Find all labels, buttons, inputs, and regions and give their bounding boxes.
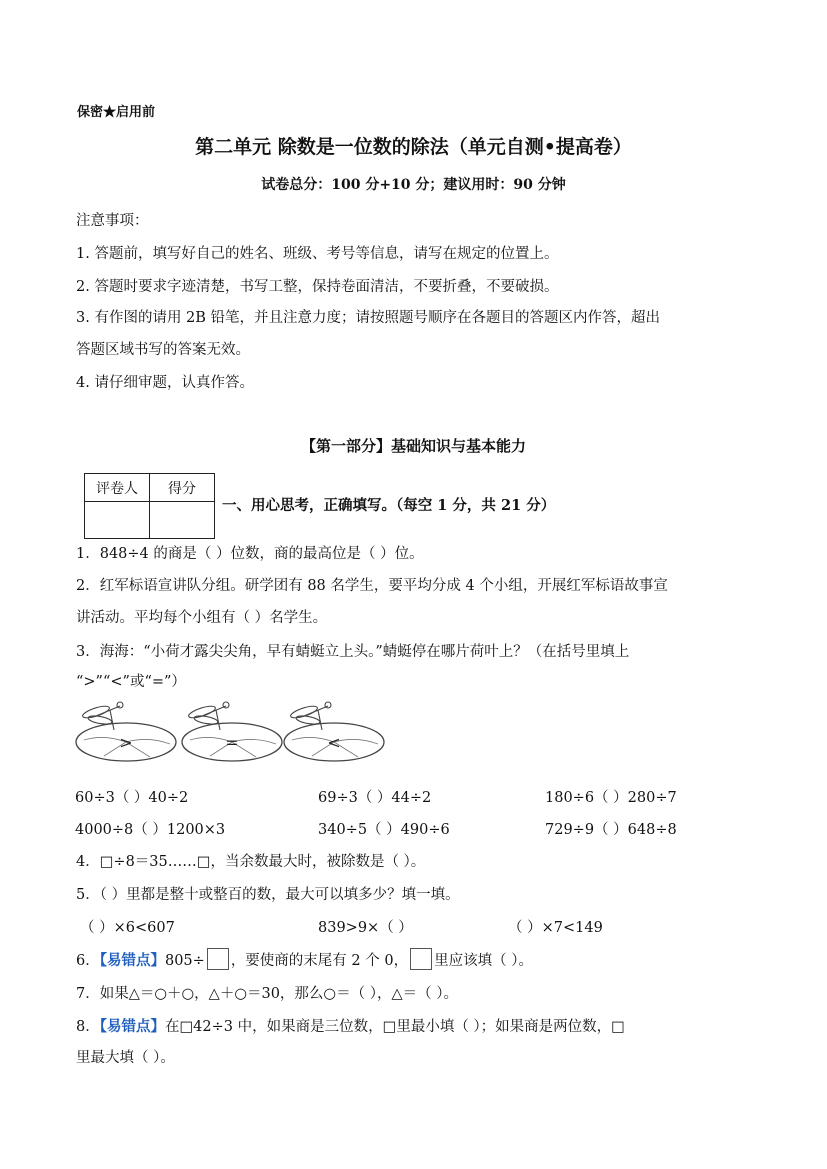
leaf-sign: < (327, 733, 341, 752)
error-prone-tag: 【易错点】 (99, 1018, 165, 1035)
confidential-label: 保密★启用前 (77, 105, 156, 120)
fill-item: 839>9×（ ） (318, 920, 413, 936)
lotus-leaves-illustration (74, 700, 404, 762)
fill-item: （ ）×7<149 (508, 920, 603, 936)
compare-item: 69÷3（ ）44÷2 (318, 790, 432, 806)
question-text: ，要使商的末尾有 2 个 0， (230, 953, 409, 969)
question-5: 5．（ ）里都是整十或整百的数，最大可以填多少？填一填。 (76, 887, 460, 903)
leaf-sign: > (119, 733, 133, 752)
grader-header: 评卷人 (85, 474, 150, 502)
question-7: 7．如果△＝○＋○，△＋○＝30，那么○＝（ ），△＝（ ）。 (76, 986, 458, 1002)
leaf-sign: = (225, 733, 239, 752)
compare-item: 4000÷8（ ）1200×3 (75, 822, 226, 838)
fill-item: （ ）×6<607 (80, 920, 175, 936)
question-2-line2: 讲活动。平均每个小组有（ ）名学生。 (76, 610, 328, 626)
question-text: 在□42÷3 中，如果商是三位数，□里最小填（ ）；如果商是两位数，□ (164, 1019, 625, 1035)
lotus-leaf (284, 702, 384, 761)
notice-heading: 注意事项： (76, 213, 149, 229)
question-4: 4．□÷8＝35……□，当余数最大时，被除数是（ ）。 (76, 854, 426, 870)
part-title: 【第一部分】基础知识与基本能力 (300, 437, 526, 455)
blank-box[interactable] (410, 948, 432, 970)
score-table (84, 473, 215, 539)
compare-item: 60÷3（ ）40÷2 (75, 790, 189, 806)
question-8-line1 (76, 1015, 625, 1036)
exam-info: 试卷总分：100 分+10 分；建议用时：90 分钟 (261, 177, 566, 193)
notice-item: 1. 答题前，填写好自己的姓名、班级、考号等信息，请写在规定的位置上。 (76, 246, 559, 262)
notice-item: 2. 答题时要求字迹清楚，书写工整，保持卷面清洁，不要折叠，不要破损。 (76, 279, 559, 295)
compare-item: 729÷9（ ）648÷8 (545, 822, 677, 838)
question-2-line1: 2．红军标语宣讲队分组。研学团有 88 名学生，要平均分成 4 个小组，开展红军标语故事宣 (76, 578, 668, 594)
notice-item: 3. 有作图的请用 2B 铅笔，并且注意力度；请按照题号顺序在各题目的答题区内作答，超出 (76, 310, 661, 326)
question-3-line2: “>”“<”或“=”） (76, 674, 186, 690)
question-number: 8． (76, 1019, 100, 1035)
question-3-line1: 3．海海：“小荷才露尖尖角，早有蜻蜓立上头。”蜻蜓停在哪片荷叶上？（在括号里填上 (76, 644, 630, 660)
question-text: 里应该填（ ）。 (434, 953, 533, 969)
grader-cell[interactable] (85, 502, 150, 539)
question-1: 1．848÷4 的商是（ ）位数，商的最高位是（ ）位。 (76, 546, 424, 562)
question-8-line2: 里最大填（ ）。 (76, 1050, 175, 1066)
notice-item: 答题区域书写的答案无效。 (76, 342, 250, 358)
error-prone-tag: 【易错点】 (99, 952, 165, 969)
question-number: 6． (76, 953, 100, 969)
section-heading: 一、用心思考，正确填写。（每空 1 分，共 21 分） (222, 497, 556, 514)
blank-box[interactable] (207, 948, 229, 970)
lotus-leaf (76, 702, 176, 761)
compare-item: 180÷6（ ）280÷7 (545, 790, 677, 806)
compare-item: 340÷5（ ）490÷6 (318, 822, 450, 838)
lotus-leaf (182, 702, 282, 761)
score-header: 得分 (150, 474, 215, 502)
question-text: 805÷ (164, 953, 205, 969)
score-cell[interactable] (150, 502, 215, 539)
notice-item: 4. 请仔细审题，认真作答。 (76, 375, 254, 391)
page-title: 第二单元 除数是一位数的除法（单元自测•提高卷） (195, 136, 632, 158)
question-6 (76, 948, 533, 970)
